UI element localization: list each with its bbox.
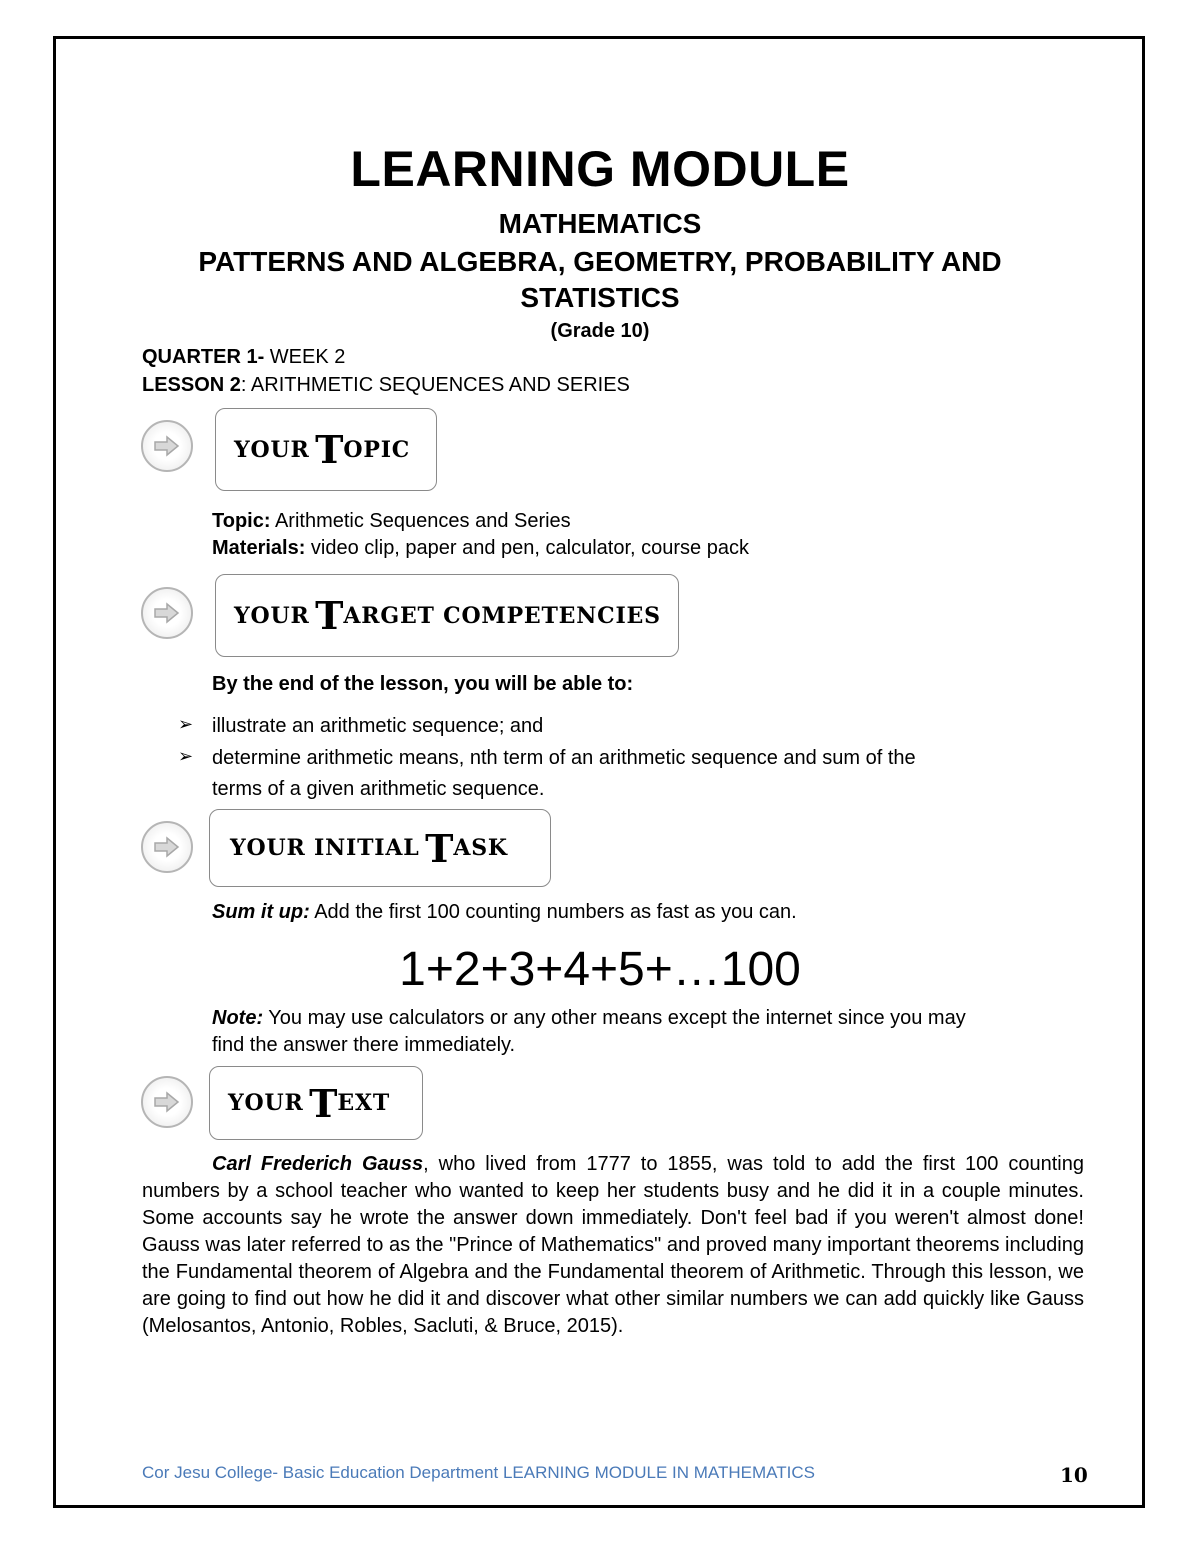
lesson-line	[142, 374, 630, 397]
note-line-1	[212, 1005, 966, 1031]
section-header-text	[209, 1066, 423, 1140]
gauss-paragraph	[142, 1151, 1084, 1340]
bullet-arrow-icon: ➢	[178, 714, 194, 734]
materials-label: Materials:	[212, 537, 306, 559]
competency-item: determine arithmetic means, nth term of an arithmetic sequence and sum of the	[212, 747, 916, 769]
lesson-label: LESSON 2	[142, 374, 241, 396]
section-rest: EXT	[337, 1090, 391, 1116]
footer-text: Cor Jesu College- Basic Education Department LEARNING MODULE IN MATHEMATICS	[142, 1463, 815, 1482]
note-line-2: find the answer there immediately.	[212, 1034, 516, 1056]
arrow-circle-icon	[141, 420, 193, 472]
topic-label: Topic:	[212, 510, 271, 532]
subject-heading: MATHEMATICS	[498, 208, 702, 239]
materials-line	[212, 535, 749, 561]
section-rest: OPIC	[343, 436, 411, 463]
section-rest: ARGET COMPETENCIES	[343, 602, 661, 629]
section-rest: ASK	[453, 835, 508, 861]
materials-value: video clip, paper and pen, calculator, course pack	[305, 537, 749, 559]
section-prefix: YOUR	[234, 602, 310, 629]
section-header-topic	[215, 408, 437, 491]
strand-line-1: PATTERNS AND ALGEBRA, GEOMETRY, PROBABILITY AND	[198, 246, 1002, 277]
competencies-intro: By the end of the lesson, you will be able to:	[212, 673, 634, 695]
competency-item-continued: terms of a given arithmetic sequence.	[212, 778, 545, 800]
quarter-label: QUARTER 1-	[142, 346, 265, 368]
section-initial: T	[315, 427, 344, 472]
section-prefix: YOUR INITIAL	[230, 835, 420, 861]
quarter-value: WEEK 2	[264, 346, 346, 368]
gauss-body: , who lived from 1777 to 1855, was told to add the first 100 counting numbers by a school teacher who wanted to keep her students busy and he did it in a couple minutes. Some accounts say he wrote the answer down immediately. Don't feel bad if you weren't almost done! Gauss was later referred to as the "Prince of Mathematics" and proved many important theorems including the Fundamental theorem of Algebra and the Fundamental theorem of Arithmetic. Through this lesson, we are going to find out how he did it and discover what other similar numbers we can add quickly like Gauss (Melosantos, Antonio, Robles, Sacluti, & Bruce, 2015).	[142, 1153, 1084, 1337]
gauss-name: Carl Frederich Gauss	[212, 1153, 424, 1175]
bullet-arrow-icon: ➢	[178, 746, 194, 766]
lesson-value: : ARITHMETIC SEQUENCES AND SERIES	[240, 374, 630, 396]
task-label: Sum it up:	[212, 901, 310, 923]
topic-line	[212, 508, 571, 534]
topic-value: Arithmetic Sequences and Series	[270, 510, 571, 532]
quarter-line	[142, 346, 345, 369]
note-label: Note:	[212, 1007, 264, 1029]
section-initial: T	[425, 825, 454, 871]
section-prefix: YOUR	[234, 436, 310, 463]
section-header-task	[209, 809, 551, 887]
section-initial: T	[309, 1080, 338, 1126]
section-prefix: YOUR	[228, 1090, 304, 1116]
strand-line-2: STATISTICS	[520, 282, 680, 313]
section-initial: T	[315, 593, 344, 638]
section-header-target	[215, 574, 679, 657]
grade-label: (Grade 10)	[550, 320, 650, 342]
arrow-circle-icon	[141, 821, 193, 873]
page-number: 10	[1060, 1463, 1088, 1487]
task-text: Add the first 100 counting numbers as fast as you can.	[309, 901, 797, 923]
arrow-circle-icon	[141, 587, 193, 639]
note-text: You may use calculators or any other means except the internet since you may	[263, 1007, 966, 1029]
task-instruction	[212, 899, 797, 925]
module-title: LEARNING MODULE	[350, 141, 850, 197]
arrow-circle-icon	[141, 1076, 193, 1128]
competency-item: illustrate an arithmetic sequence; and	[212, 715, 544, 737]
sum-formula: 1+2+3+4+5+…100	[399, 943, 801, 996]
